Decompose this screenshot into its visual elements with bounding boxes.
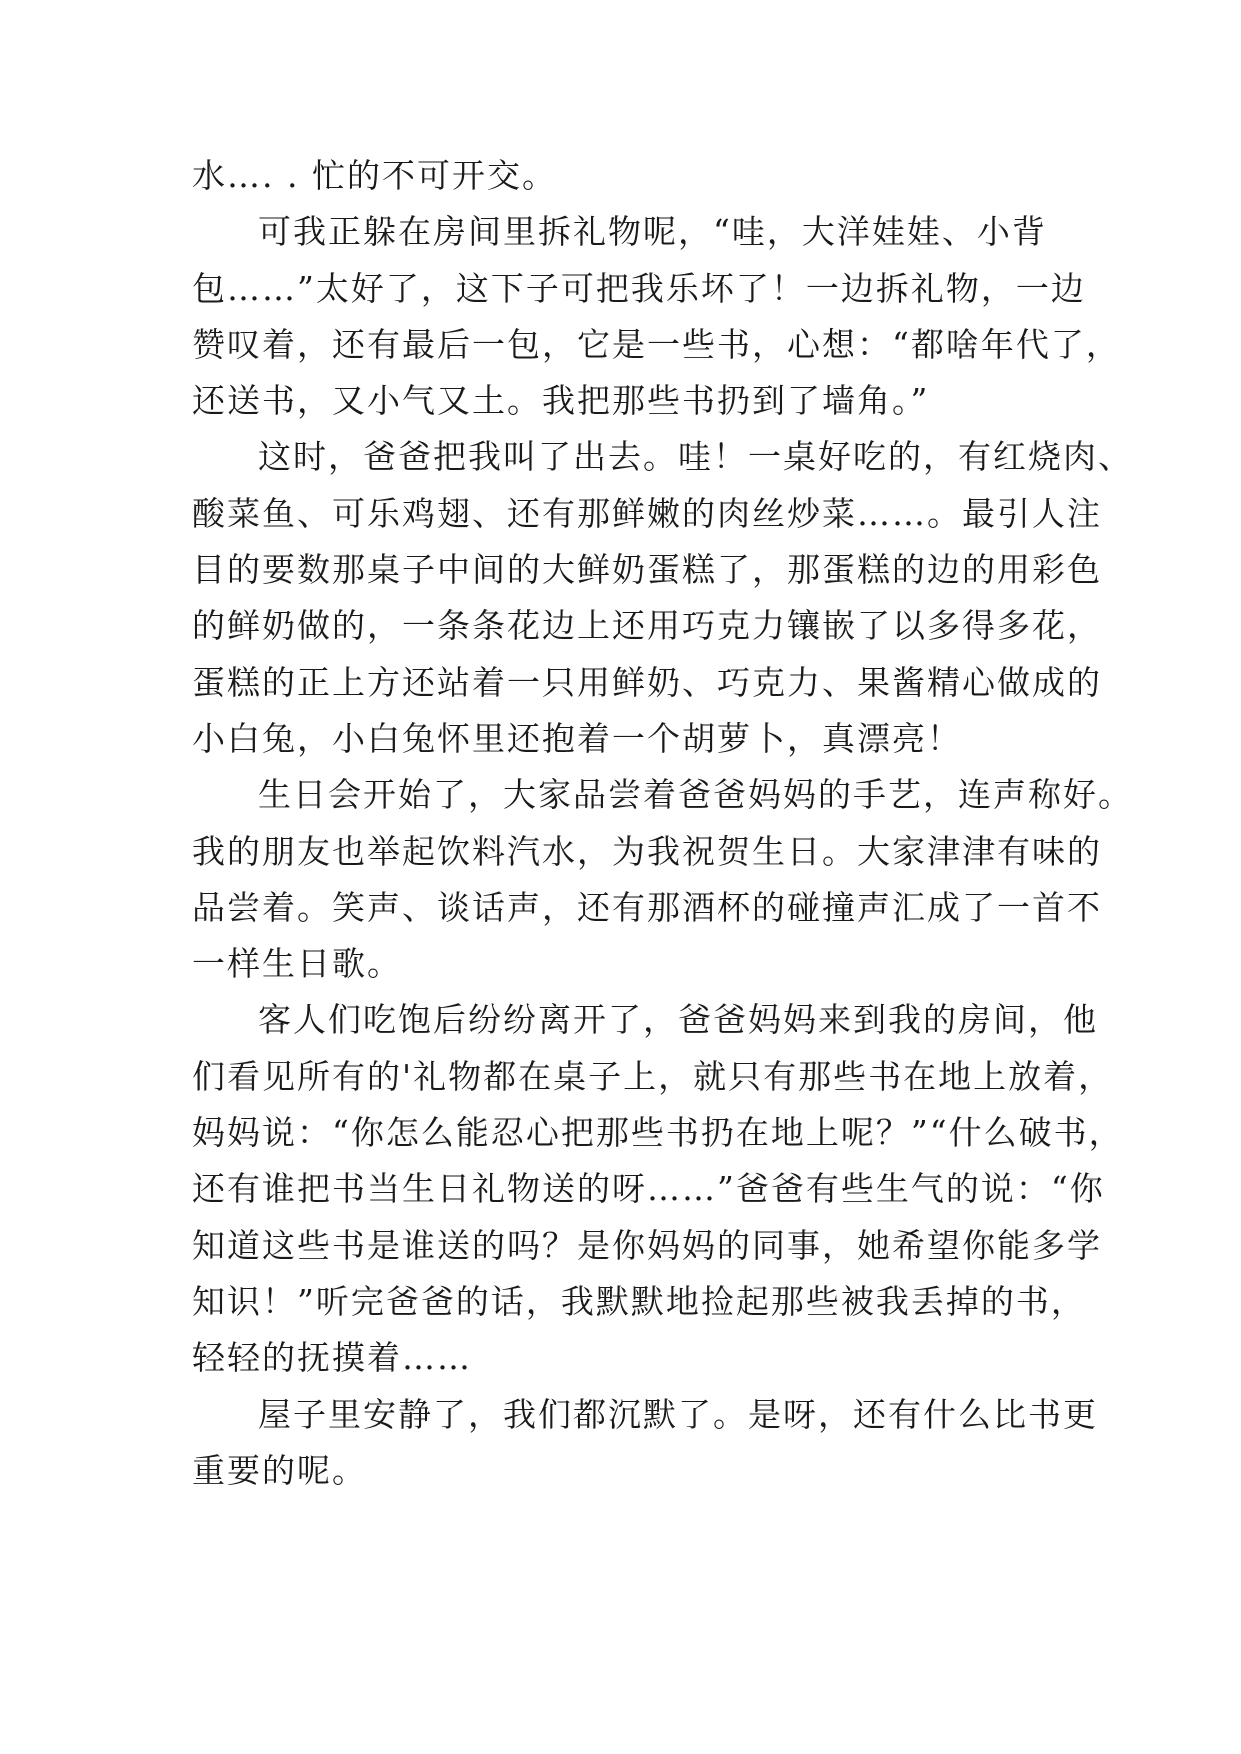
text-line: 还送书，又小气又土。我把那些书扔到了墙角。” — [192, 381, 930, 421]
text-line: 妈妈说：“你怎么能忍心把那些书扔在地上呢？”“什么破书， — [192, 1113, 1124, 1153]
text-line: 知道这些书是谁送的吗？是你妈妈的同事，她希望你能多学 — [192, 1225, 1102, 1265]
text-line: 生日会开始了，大家品尝着爸爸妈妈的手艺，连声称好。 — [258, 775, 1133, 815]
paragraph-6 — [192, 1387, 1098, 1500]
text-line: 还有谁把书当生日礼物送的呀……”爸爸有些生气的说：“你 — [192, 1169, 1105, 1209]
paragraph-3 — [192, 429, 1133, 767]
text-line: 屋子里安静了，我们都沉默了。是呀，还有什么比书更 — [258, 1394, 1098, 1434]
paragraph-1 — [192, 148, 1072, 204]
text-line: 这时，爸爸把我叫了出去。哇！一桌好吃的，有红烧肉、 — [258, 437, 1133, 477]
text-line: 目的要数那桌子中间的大鲜奶蛋糕了，那蛋糕的边的用彩色 — [192, 550, 1102, 590]
text-line: 的鲜奶做的，一条条花边上还用巧克力镶嵌了以多得多花， — [192, 606, 1102, 646]
text-line: 一样生日歌。 — [192, 944, 402, 984]
paragraph-2 — [192, 204, 1121, 429]
text-line: 我的朋友也举起饮料汽水，为我祝贺生日。大家津津有味的 — [192, 831, 1102, 871]
text-line: 酸菜鱼、可乐鸡翅、还有那鲜嫩的肉丝炒菜……。最引人注 — [192, 493, 1102, 533]
paragraph-5 — [192, 992, 1124, 1386]
text-line: 赞叹着，还有最后一包，它是一些书，心想：“都啥年代了， — [192, 324, 1121, 364]
text-line: 水…. . 忙的不可开交。 — [192, 156, 557, 195]
text-line: 重要的呢。 — [192, 1450, 367, 1490]
text-line: 蛋糕的正上方还站着一只用鲜奶、巧克力、果酱精心做成的 — [192, 662, 1102, 702]
paragraph-4 — [192, 767, 1133, 992]
text-line: 品尝着。笑声、谈话声，还有那酒杯的碰撞声汇成了一首不 — [192, 887, 1102, 927]
text-line: 可我正躲在房间里拆礼物呢，“哇，大洋娃娃、小背 — [258, 212, 1047, 252]
text-line: 知识！”听完爸爸的话，我默默地捡起那些被我丢掉的书， — [192, 1281, 1086, 1321]
text-line: 小白兔，小白兔怀里还抱着一个胡萝卜，真漂亮！ — [192, 718, 962, 758]
text-line: 们看见所有的'礼物都在桌子上，就只有那些书在地上放着， — [192, 1056, 1114, 1096]
document-body — [192, 148, 1133, 1499]
text-line: 包……”太好了，这下子可把我乐坏了！一边拆礼物，一边 — [192, 268, 1086, 308]
text-line: 轻轻的抚摸着…… — [192, 1338, 472, 1378]
text-line: 客人们吃饱后纷纷离开了，爸爸妈妈来到我的房间，他 — [258, 1000, 1098, 1040]
